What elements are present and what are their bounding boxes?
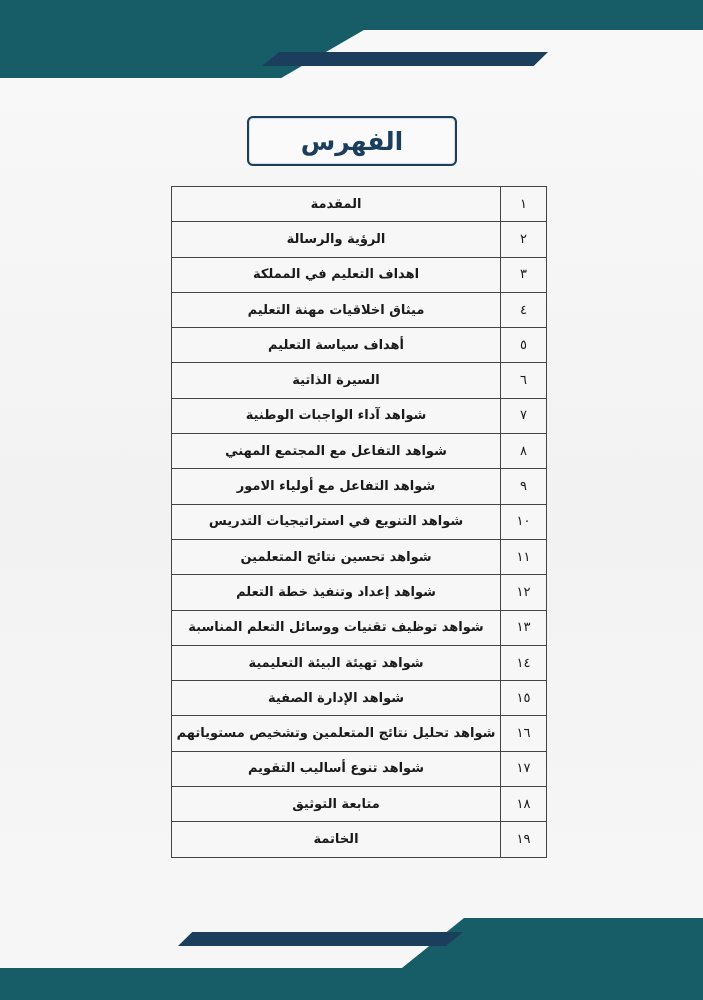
toc-row-label: ميثاق اخلاقيات مهنة التعليم xyxy=(172,292,501,327)
toc-row-number: ١٢ xyxy=(501,575,547,610)
toc-row xyxy=(172,328,547,363)
toc-row-number: ٩ xyxy=(501,469,547,504)
bottom-decor-band xyxy=(0,968,703,1000)
toc-row-number: ١١ xyxy=(501,539,547,574)
toc-row-label: السيرة الذاتية xyxy=(172,363,501,398)
toc-row xyxy=(172,575,547,610)
toc-row xyxy=(172,187,547,222)
toc-row xyxy=(172,257,547,292)
title-box xyxy=(247,116,457,166)
toc-row-number: ١٠ xyxy=(501,504,547,539)
bottom-decor-stripe xyxy=(178,932,463,946)
toc-row-label: شواهد التفاعل مع أولياء الامور xyxy=(172,469,501,504)
toc-row-label: شواهد إعداد وتنفيذ خطة التعلم xyxy=(172,575,501,610)
top-decor-band xyxy=(0,0,703,30)
toc-row xyxy=(172,504,547,539)
toc-row-number: ١٨ xyxy=(501,787,547,822)
toc-row-label: اهداف التعليم في المملكة xyxy=(172,257,501,292)
toc-table xyxy=(171,186,547,858)
toc-row-number: ٢ xyxy=(501,222,547,257)
toc-row-number: ١٣ xyxy=(501,610,547,645)
toc-row xyxy=(172,716,547,751)
toc-row-number: ١٦ xyxy=(501,716,547,751)
top-decor-stripe xyxy=(262,52,548,66)
toc-row xyxy=(172,434,547,469)
toc-row-label: الرؤية والرسالة xyxy=(172,222,501,257)
toc-row-number: ٦ xyxy=(501,363,547,398)
toc-row-number: ٨ xyxy=(501,434,547,469)
toc-row xyxy=(172,787,547,822)
toc-row-label: شواهد تهيئة البيئة التعليمية xyxy=(172,645,501,680)
toc-row xyxy=(172,539,547,574)
toc-row xyxy=(172,645,547,680)
toc-row-label: شواهد تحسين نتائج المتعلمين xyxy=(172,539,501,574)
toc-row-number: ٥ xyxy=(501,328,547,363)
toc-row-number: ١٧ xyxy=(501,751,547,786)
toc-row-label: متابعة التوثيق xyxy=(172,787,501,822)
toc-row-number: ١٤ xyxy=(501,645,547,680)
toc-row xyxy=(172,751,547,786)
toc-row-label: أهداف سياسة التعليم xyxy=(172,328,501,363)
toc-row-label: شواهد التنويع في استراتيجيات التدريس xyxy=(172,504,501,539)
toc-row-label: شواهد الإدارة الصفية xyxy=(172,681,501,716)
toc-row-label: الخاتمة xyxy=(172,822,501,857)
toc-row-label: شواهد تنوع أساليب التقويم xyxy=(172,751,501,786)
toc-row xyxy=(172,222,547,257)
toc-row-label: شواهد تحليل نتائج المتعلمين وتشخيص مستوياتهم xyxy=(172,716,501,751)
toc-row-number: ٤ xyxy=(501,292,547,327)
toc-row-number: ١ xyxy=(501,187,547,222)
toc-row xyxy=(172,398,547,433)
toc-row-number: ٣ xyxy=(501,257,547,292)
toc-row-label: شواهد آداء الواجبات الوطنية xyxy=(172,398,501,433)
toc-body xyxy=(172,187,547,858)
toc-row xyxy=(172,822,547,857)
toc-row xyxy=(172,681,547,716)
toc-row-number: ١٥ xyxy=(501,681,547,716)
toc-row xyxy=(172,610,547,645)
toc-row-label: شواهد التفاعل مع المجتمع المهني xyxy=(172,434,501,469)
toc-row xyxy=(172,292,547,327)
toc-row xyxy=(172,469,547,504)
toc-row-number: ٧ xyxy=(501,398,547,433)
page-title: الفهرس xyxy=(300,126,404,156)
toc-row xyxy=(172,363,547,398)
toc-row-label: المقدمة xyxy=(172,187,501,222)
toc-row-label: شواهد توظيف تقنيات ووسائل التعلم المناسبة xyxy=(172,610,501,645)
toc-row-number: ١٩ xyxy=(501,822,547,857)
